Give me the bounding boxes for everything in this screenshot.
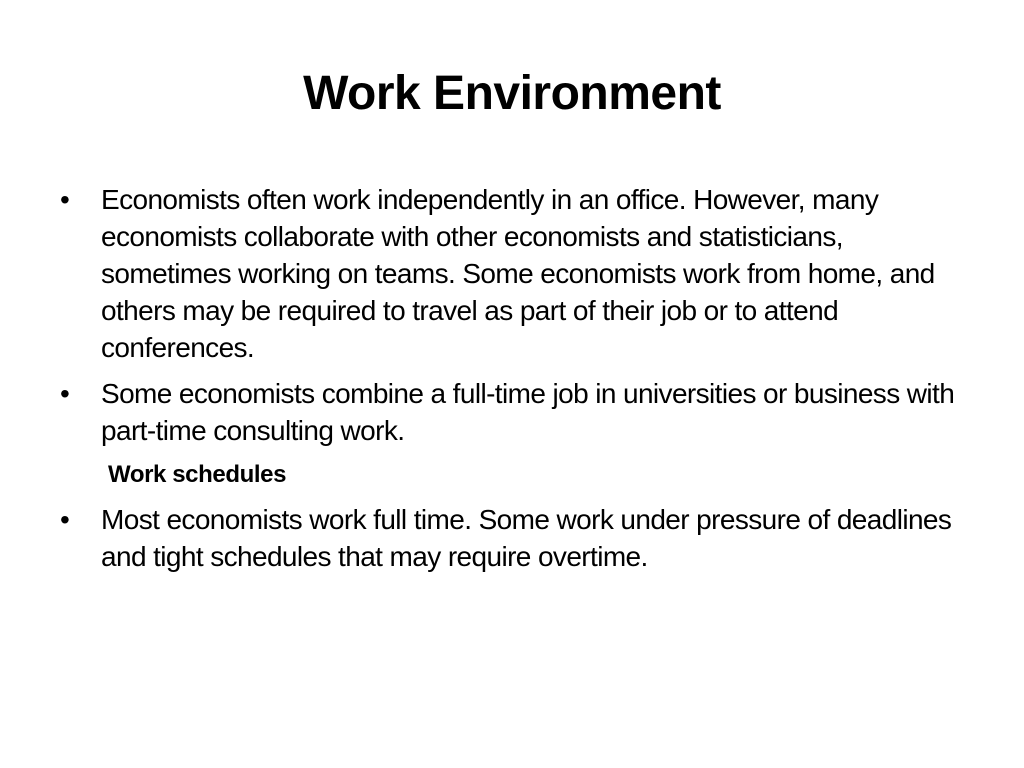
slide-body xyxy=(60,181,980,584)
bullet-icon: • xyxy=(60,184,70,215)
bullet-text: Some economists combine a full-time job in universities or business with part-time consulting work. xyxy=(101,378,955,446)
bullet-text: Most economists work full time. Some work under pressure of deadlines and tight schedules that may require overtime. xyxy=(101,504,952,572)
bullet-icon: • xyxy=(60,504,70,535)
subheading-work-schedules: Work schedules xyxy=(108,461,287,488)
bullet-text: Economists often work independently in an office. However, many economists collaborate with other economists and statisticians, sometimes working on teams. Some economists work from home, and others may be required to travel as part of their job or to attend conferences. xyxy=(101,184,935,363)
slide-title: Work Environment xyxy=(303,67,721,120)
bullet-icon: • xyxy=(60,378,70,409)
bullet-item-combined-jobs xyxy=(60,375,980,449)
bullet-item-work-environment xyxy=(60,181,980,366)
bullet-item-full-time xyxy=(60,501,980,575)
